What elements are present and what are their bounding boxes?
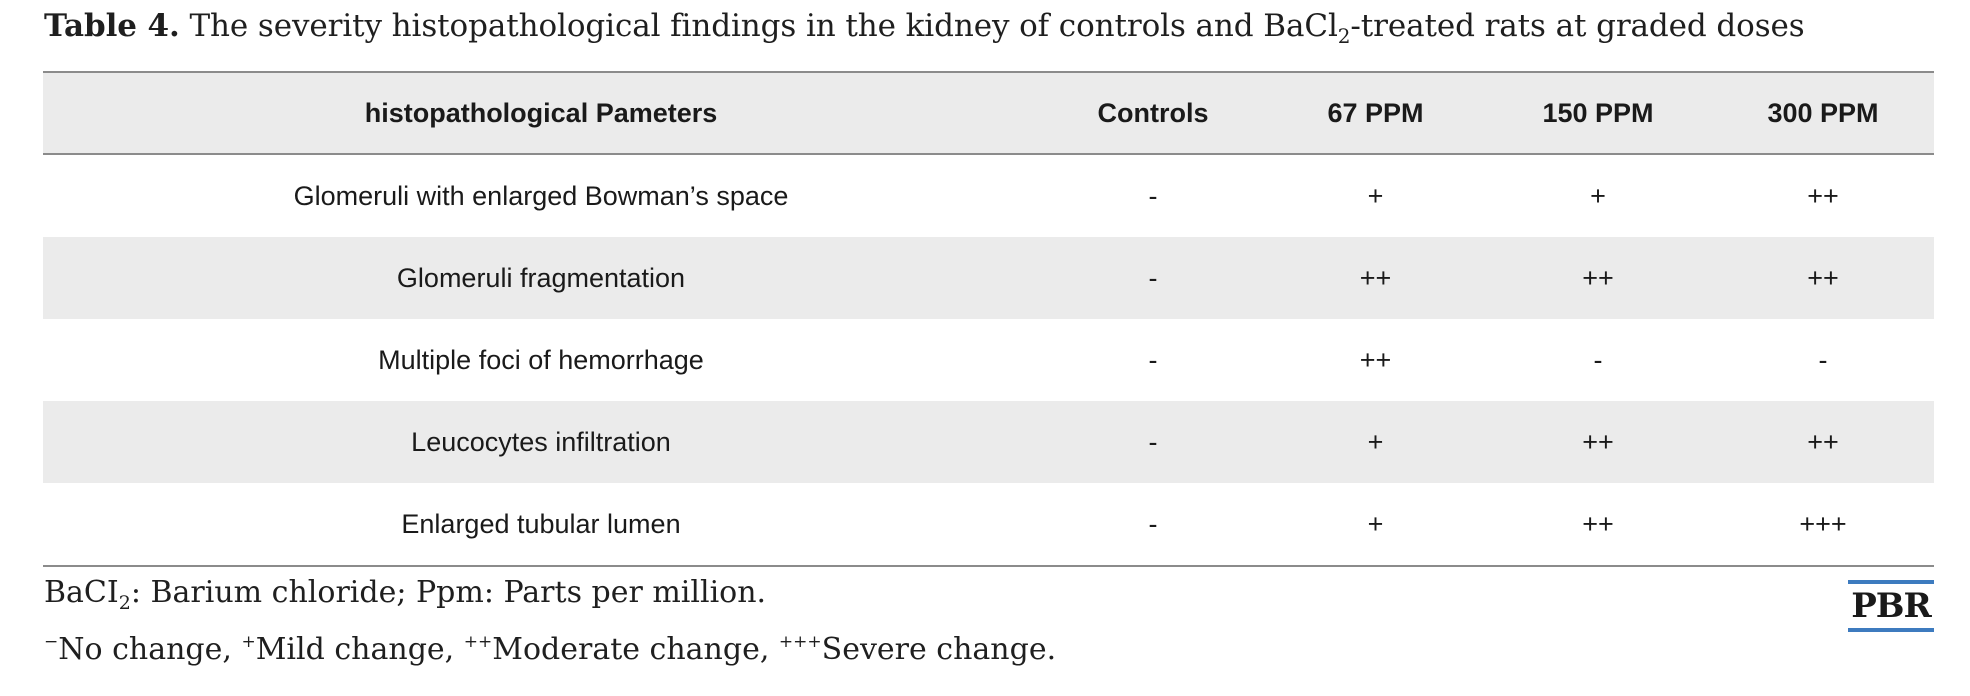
- header-150ppm: 150 PPM: [1542, 97, 1654, 128]
- legend-text-severe: Severe change.: [821, 632, 1057, 667]
- dose-150-cell: -: [1593, 344, 1603, 375]
- dose-150-cell: +: [1590, 180, 1606, 211]
- legend-text-moderate: Moderate change,: [492, 632, 779, 667]
- findings-table-container: [43, 71, 1934, 567]
- dose-67-cell: ++: [1359, 262, 1392, 293]
- parameter-cell: Leucocytes infiltration: [411, 426, 671, 457]
- parameter-cell: Multiple foci of hemorrhage: [378, 344, 704, 375]
- legend-text-none: No change,: [58, 632, 242, 667]
- legend-mark-moderate: ++: [463, 632, 493, 652]
- logo-text: PBR: [1851, 586, 1931, 626]
- legend-text-mild: Mild change,: [255, 632, 464, 667]
- table-caption-label: Table 4.: [44, 8, 180, 44]
- controls-cell: -: [1148, 344, 1158, 375]
- dose-67-cell: +: [1367, 508, 1384, 539]
- table-caption: [44, 8, 1805, 48]
- controls-cell: -: [1148, 426, 1158, 457]
- header-controls: Controls: [1097, 97, 1209, 128]
- table-caption-text: The severity histopathological findings in the kidney of controls and BaCl: [179, 8, 1338, 44]
- controls-cell: -: [1148, 508, 1158, 539]
- parameter-cell: Enlarged tubular lumen: [401, 508, 681, 539]
- severity-legend-footnote: [44, 632, 1056, 667]
- dose-300-cell: ++: [1807, 426, 1839, 457]
- abbreviation-text: : Barium chloride; Ppm: Parts per million.: [130, 575, 767, 610]
- parameter-cell: Glomeruli with enlarged Bowman’s space: [293, 180, 789, 211]
- pbr-logo: [1848, 580, 1934, 632]
- table-row: [43, 319, 1934, 401]
- parameter-cell: Glomeruli fragmentation: [396, 262, 686, 293]
- dose-300-cell: +++: [1799, 508, 1847, 539]
- table-caption-subscript: 2: [1337, 24, 1351, 48]
- controls-cell: -: [1148, 262, 1158, 293]
- dose-300-cell: ++: [1807, 262, 1839, 293]
- legend-mark-none: −: [44, 632, 59, 652]
- legend-mark-mild: +: [241, 632, 256, 652]
- findings-table: [43, 71, 1934, 567]
- logo-bottom-bar: [1848, 628, 1934, 632]
- dose-300-cell: -: [1818, 344, 1828, 375]
- dose-150-cell: ++: [1582, 508, 1614, 539]
- table-row: [43, 483, 1934, 566]
- dose-300-cell: ++: [1807, 180, 1839, 211]
- header-67ppm: 67 PPM: [1327, 97, 1424, 128]
- table-caption-text-end: -treated rats at graded doses: [1350, 8, 1805, 44]
- table-header: [43, 72, 1934, 154]
- abbreviation-prefix: BaCI: [44, 575, 119, 610]
- table-row: [43, 154, 1934, 237]
- header-300ppm: 300 PPM: [1767, 97, 1879, 128]
- header-parameters: histopathological Pameters: [364, 97, 718, 128]
- table-row: [43, 237, 1934, 319]
- controls-cell: -: [1148, 180, 1158, 211]
- dose-67-cell: ++: [1359, 344, 1392, 375]
- abbreviation-footnote: [44, 575, 767, 614]
- table-header-row: [43, 72, 1934, 154]
- table-row: [43, 401, 1934, 483]
- dose-150-cell: ++: [1582, 262, 1614, 293]
- dose-67-cell: +: [1367, 180, 1384, 211]
- dose-67-cell: +: [1367, 426, 1384, 457]
- legend-mark-severe: +++: [778, 632, 822, 652]
- dose-150-cell: ++: [1582, 426, 1614, 457]
- abbreviation-subscript: 2: [118, 592, 131, 614]
- table-body: [43, 154, 1934, 566]
